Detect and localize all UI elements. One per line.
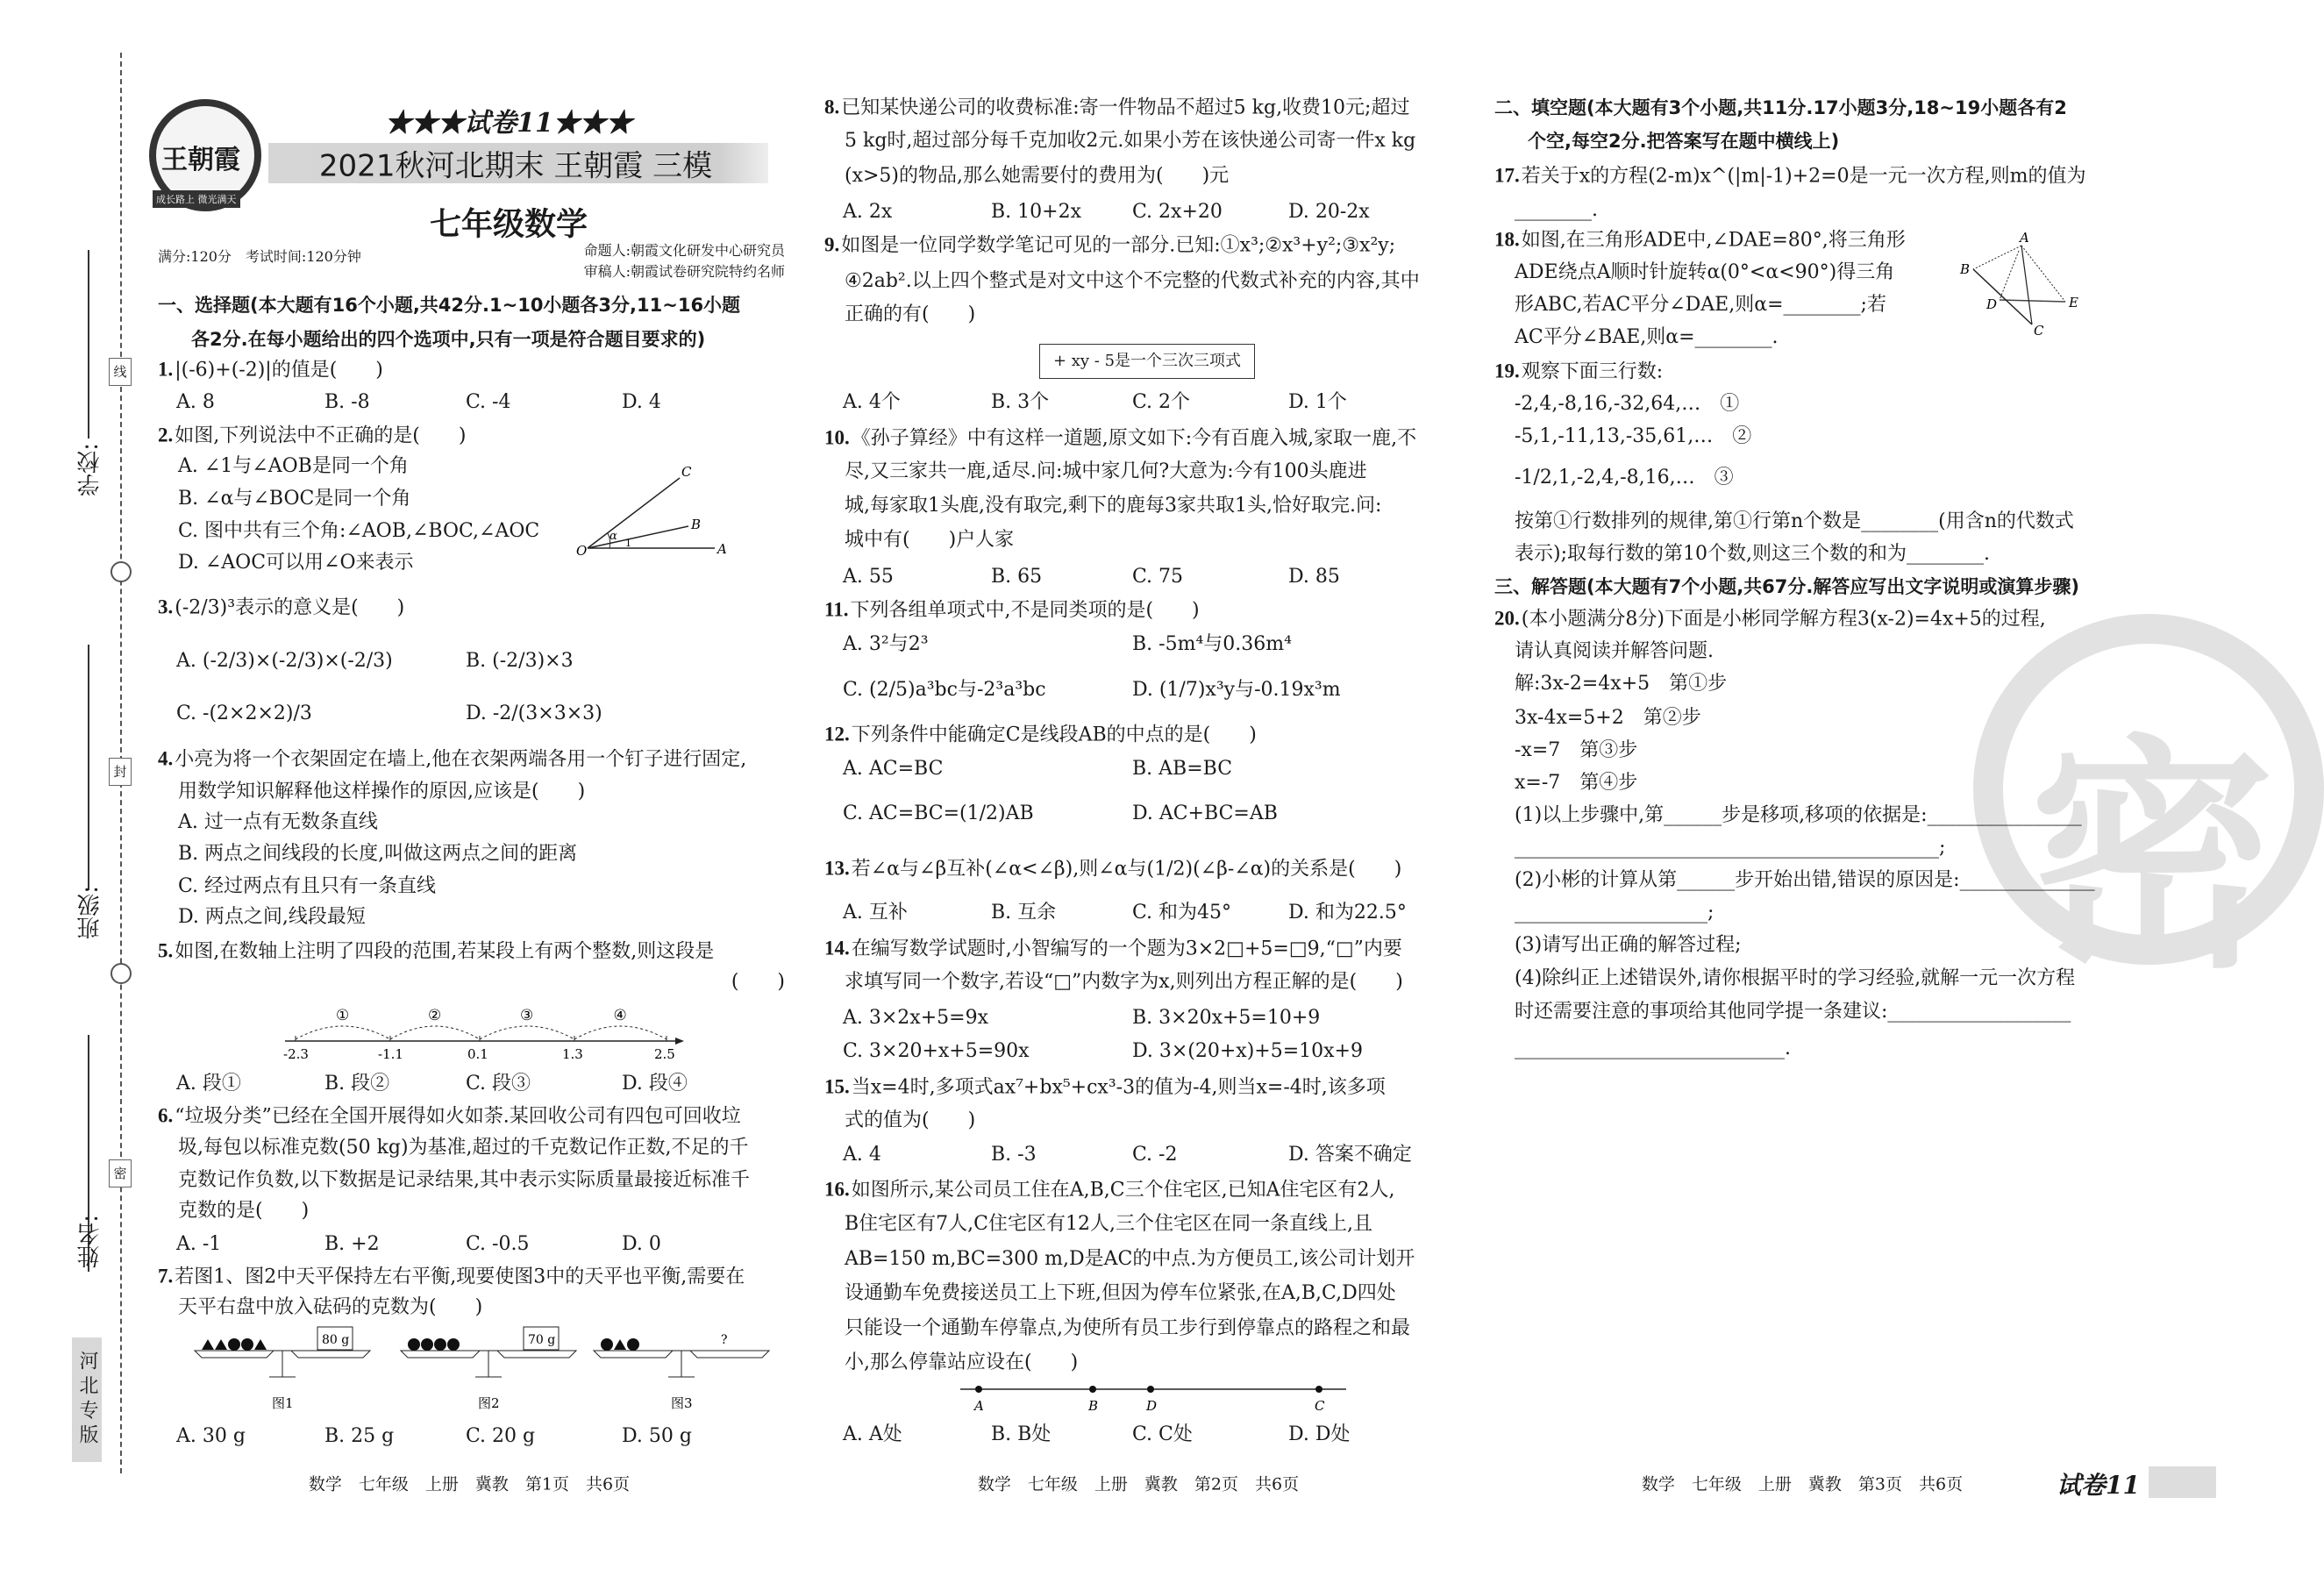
question-text-line: 圾,每包以标准克数(50 kg)为基准,超过的千克数记作正数,不足的千 bbox=[178, 1137, 749, 1159]
point-label: D bbox=[1146, 1398, 1158, 1414]
question-text-line: 只能设一个通勤车停靠点,为使所有员工步行到停靠点的路程之和最 bbox=[845, 1317, 1410, 1339]
question-line bbox=[824, 95, 1409, 122]
question-text-line: D. 两点之间,线段最短 bbox=[178, 906, 366, 928]
option-row bbox=[824, 1422, 1451, 1448]
question-text-line: 尽,又三家共一鹿,适尽.问:城中家几何?大意为:今有100头鹿进 bbox=[845, 460, 1367, 482]
question-text: 下列各组单项式中,不是同类项的是( ) bbox=[850, 599, 1200, 622]
answer-option[interactable]: A. -1 bbox=[176, 1233, 222, 1255]
question-number: 8. bbox=[824, 96, 840, 118]
option-row bbox=[158, 648, 785, 674]
answer-option[interactable]: B. 25 g bbox=[324, 1425, 395, 1447]
reviewer: 审稿人:朝霞试卷研究院特约名师 bbox=[583, 263, 785, 280]
question-number: 18. bbox=[1494, 228, 1520, 251]
tick-label: 0.1 bbox=[467, 1046, 488, 1062]
question-number: 19. bbox=[1494, 360, 1520, 382]
answer-option[interactable]: B. (-2/3)×3 bbox=[466, 650, 574, 672]
question-line bbox=[824, 232, 1395, 260]
point bbox=[975, 1386, 982, 1393]
answer-option[interactable]: A. 互补 bbox=[843, 902, 908, 924]
balance-scale bbox=[195, 1327, 370, 1411]
question-line bbox=[158, 595, 404, 622]
figure-caption: 图2 bbox=[478, 1395, 500, 1411]
school-underline bbox=[88, 250, 89, 439]
question-text-line: -5,1,-11,13,-35,61,… ② bbox=[1515, 425, 1752, 447]
question-text-line: 设通勤车免费接送员工上下班,但因为停车位紧张,在A,B,C,D四处 bbox=[845, 1282, 1396, 1304]
question-text-line: AB=150 m,BC=300 m,D是AC的中点.为方便员工,该公司计划开 bbox=[845, 1248, 1415, 1270]
answer-option[interactable]: C. 3×20+x+5=90x bbox=[843, 1040, 1030, 1062]
question-text-line: B. 两点之间线段的长度,叫做这两点之间的距离 bbox=[178, 843, 578, 865]
answer-option[interactable]: A. 段① bbox=[176, 1073, 241, 1095]
answer-option[interactable]: B. 段② bbox=[324, 1073, 390, 1095]
question-number: 11. bbox=[824, 598, 849, 621]
answer-option[interactable]: B. 10+2x bbox=[991, 201, 1081, 223]
question-number: 14. bbox=[824, 937, 850, 959]
question-text-line: x=-7 第④步 bbox=[1515, 772, 1638, 794]
answer-option[interactable]: A. 3²与2³ bbox=[843, 633, 929, 655]
question-text: “垃圾分类”已经在全国开展得如火如荼.某回收公司有四包可回收垃 bbox=[175, 1105, 741, 1128]
tick-label: -1.1 bbox=[378, 1046, 403, 1062]
footer-badge-bar bbox=[2149, 1466, 2216, 1498]
question-text-line: 用数学知识解释他这样操作的原因,应该是( ) bbox=[178, 781, 586, 802]
point-label: B bbox=[1088, 1398, 1099, 1414]
answer-option[interactable]: C. AC=BC=(1/2)AB bbox=[843, 802, 1034, 824]
option-row bbox=[824, 801, 1451, 827]
question-text-line: (4)除纠正上述错误外,请你根据平时的学习经验,就解一元一次方程 bbox=[1515, 967, 2076, 989]
answer-option[interactable]: B. -3 bbox=[991, 1144, 1037, 1166]
question-text-line: -x=7 第③步 bbox=[1515, 739, 1638, 761]
option-row bbox=[824, 1038, 1451, 1065]
question-number: 4. bbox=[158, 747, 174, 770]
point bbox=[1315, 1386, 1322, 1393]
question-text-line: 求填写同一个数字,若设“□”内数字为x,则列出方程正解的是( ) bbox=[845, 971, 1403, 993]
q2-label-o: O bbox=[576, 543, 588, 559]
answer-option[interactable]: B. 65 bbox=[991, 566, 1043, 588]
answer-option[interactable]: A. 8 bbox=[176, 391, 215, 413]
question-text-line: 按第①行数排列的规律,第①行第n个数是________(用含n的代数式 bbox=[1515, 510, 2074, 532]
question-text-line: ADE绕点A顺时针旋转α(0°<α<90°)得三角 bbox=[1515, 261, 1895, 283]
question-text: 若关于x的方程(2-m)x^(|m|-1)+2=0是一元一次方程,则m的值为 bbox=[1521, 165, 2086, 188]
logo-text: 王朝霞 bbox=[161, 145, 240, 175]
question-text-line: 3x-4x=5+2 第②步 bbox=[1515, 707, 1701, 729]
question-text: 若∠α与∠β互补(∠α<∠β),则∠α与(1/2)(∠β-∠α)的关系是( ) bbox=[851, 858, 1402, 881]
question-number: 10. bbox=[824, 426, 850, 449]
question-line bbox=[158, 1264, 745, 1291]
question-text-line: 城,每家取1头鹿,没有取完,剩下的鹿每3家共取1头,恰好取完.问: bbox=[845, 495, 1382, 517]
question-text-line: B住宅区有7人,C住宅区有12人,三个住宅区在同一条直线上,且 bbox=[845, 1213, 1372, 1235]
answer-option[interactable]: D. 50 g bbox=[622, 1425, 692, 1447]
option-row bbox=[824, 564, 1451, 590]
answer-option[interactable]: C. -4 bbox=[466, 391, 511, 413]
question-line bbox=[824, 597, 1200, 624]
question-text-line: C. 经过两点有且只有一条直线 bbox=[178, 875, 437, 897]
section-header: 三、解答题(本大题有7个小题,共67分.解答应写出文字说明或演算步骤) bbox=[1494, 576, 2079, 597]
answer-option[interactable]: D. (1/7)x³y与-0.19x³m bbox=[1132, 679, 1341, 701]
question-text: 在编写数学试题时,小智编写的一个题为3×2□+5=□9,“□”内要 bbox=[851, 938, 1402, 960]
segment-arc bbox=[480, 1026, 574, 1039]
answer-option[interactable]: D. 1个 bbox=[1288, 391, 1347, 413]
question-text-line: 小,那么停靠站应设在( ) bbox=[845, 1351, 1079, 1373]
option-row bbox=[824, 631, 1451, 658]
question-text-line: AC平分∠BAE,则α=________. bbox=[1515, 326, 1779, 348]
question-text-line: ________. bbox=[1515, 199, 1598, 221]
balance-scale bbox=[401, 1327, 576, 1411]
question-text: 如图,在数轴上注明了四段的范围,若某段上有两个整数,则这段是 bbox=[175, 940, 715, 963]
q9-note-text: + xy - 5是一个三次三项式 bbox=[1052, 352, 1242, 370]
edition-badge: 河北专版 bbox=[72, 1337, 102, 1462]
answer-option[interactable]: D. -2/(3×3×3) bbox=[466, 702, 602, 724]
question-text-line: 克数记作负数,以下数据是记录结果,其中表示实际质量最接近标准千 bbox=[178, 1169, 750, 1191]
answer-option[interactable]: A. A处 bbox=[843, 1423, 902, 1445]
question-text: |(-6)+(-2)|的值是( ) bbox=[175, 359, 383, 382]
question-number: 13. bbox=[824, 857, 850, 880]
option-row bbox=[158, 1071, 785, 1097]
q18-label-b: B bbox=[1960, 261, 1971, 277]
q18-label-e: E bbox=[2069, 295, 2078, 310]
watermark-text: 密 bbox=[2029, 716, 2275, 1002]
question-text: (本小题满分8分)下面是小彬同学解方程3(x-2)=4x+5的过程, bbox=[1521, 608, 2046, 631]
seal-mark-secret: 密 bbox=[109, 1159, 132, 1187]
q7-balance-figures bbox=[195, 1324, 782, 1416]
answer-option[interactable]: A. 4 bbox=[843, 1144, 881, 1166]
binding-hole bbox=[110, 561, 132, 582]
answer-option[interactable]: A. 30 g bbox=[176, 1425, 246, 1447]
question-text-line: (3)请写出正确的解答过程; bbox=[1515, 934, 1742, 956]
question-line bbox=[158, 746, 746, 774]
question-text-line: 表示);取每行数的第10个数,则这三个数的和为________. bbox=[1515, 543, 1990, 565]
question-line bbox=[824, 1177, 1395, 1204]
answer-option[interactable]: C. 段③ bbox=[466, 1073, 531, 1095]
answer-option[interactable]: B. 3个 bbox=[991, 391, 1050, 413]
question-text-line: ____________________________. bbox=[1515, 1038, 1791, 1059]
question-text: 若图1、图2中天平保持左右平衡,现要使图3中的天平也平衡,需要在 bbox=[175, 1266, 745, 1288]
class-underline bbox=[88, 645, 89, 890]
question-text-line: ____________________________________________; bbox=[1515, 837, 1946, 859]
section-header-cont: 各2分.在每小题给出的四个选项中,只有一项是符合题目要求的) bbox=[191, 329, 706, 350]
weight-label: ? bbox=[721, 1333, 728, 1347]
school-label: 学校: bbox=[77, 443, 103, 496]
answer-option[interactable]: B. -5m⁴与0.36m⁴ bbox=[1132, 633, 1292, 655]
question-text-line: (x>5)的物品,那么她需要付的费用为( )元 bbox=[845, 165, 1230, 187]
question-line bbox=[1494, 163, 2085, 190]
question-line bbox=[1494, 359, 1663, 386]
answer-option[interactable]: C. -2 bbox=[1132, 1144, 1178, 1166]
question-number: 9. bbox=[824, 233, 840, 256]
answer-option[interactable]: A. 2x bbox=[843, 201, 893, 223]
q2-label-1: 1 bbox=[625, 538, 631, 549]
tick-label: 2.5 bbox=[654, 1046, 675, 1062]
question-line bbox=[158, 423, 466, 450]
q18-label-d: D bbox=[1986, 296, 1998, 312]
seal-mark-line: 线 bbox=[109, 358, 132, 386]
answer-option[interactable]: D. 0 bbox=[622, 1233, 661, 1255]
binding-hole bbox=[110, 963, 132, 984]
answer-option[interactable]: A. 55 bbox=[843, 566, 894, 588]
answer-option[interactable]: D. D处 bbox=[1288, 1423, 1351, 1445]
answer-option[interactable]: B. AB=BC bbox=[1132, 758, 1233, 780]
figure-caption: 图1 bbox=[272, 1395, 294, 1411]
column-2 bbox=[824, 0, 1451, 1569]
question-number: 16. bbox=[824, 1178, 850, 1201]
q2-angle-figure bbox=[574, 460, 732, 561]
q2-label-alpha: α bbox=[610, 530, 617, 543]
weight-label: 70 g bbox=[528, 1333, 556, 1347]
question-line bbox=[824, 1074, 1386, 1102]
question-line bbox=[824, 425, 1416, 453]
question-text-line: C. 图中共有三个角:∠AOB,∠BOC,∠AOC bbox=[178, 520, 540, 542]
question-text-line: 天平右盘中放入砝码的克数为( ) bbox=[178, 1296, 483, 1318]
banner-title: 2021秋河北期末 王朝霞 三模 bbox=[318, 148, 713, 184]
question-number: 12. bbox=[824, 723, 850, 745]
weight-label: 80 g bbox=[322, 1333, 350, 1347]
question-line bbox=[158, 357, 383, 384]
answer-option[interactable]: D. 段④ bbox=[622, 1073, 688, 1095]
answer-option[interactable]: D. 4 bbox=[622, 391, 661, 413]
question-text-line: A. 过一点有无数条直线 bbox=[178, 811, 378, 833]
question-text-line: 式的值为( ) bbox=[845, 1109, 976, 1131]
question-line bbox=[824, 722, 1257, 749]
question-text-line: 5 kg时,超过部分每千克加收2元.如果小芳在该快递公司寄一件x kg bbox=[845, 130, 1416, 152]
answer-option[interactable]: D. 和为22.5° bbox=[1288, 902, 1407, 924]
question-text: 如图,下列说法中不正确的是( ) bbox=[175, 424, 467, 447]
q16-line-figure bbox=[956, 1379, 1351, 1418]
option-row bbox=[824, 1005, 1451, 1031]
seal-mark-seal: 封 bbox=[109, 758, 132, 786]
answer-option[interactable]: B. +2 bbox=[324, 1233, 380, 1255]
question-text: (-2/3)³表示的意义是( ) bbox=[175, 596, 405, 619]
question-line bbox=[824, 936, 1402, 963]
option-row bbox=[158, 1423, 785, 1450]
balance-scale bbox=[594, 1327, 769, 1411]
author: 命题人:朝霞文化研发中心研究员 bbox=[583, 242, 785, 259]
segment-label: ④ bbox=[613, 1007, 627, 1024]
footer-page-2: 数学 七年级 上册 冀教 第2页 共6页 bbox=[977, 1474, 1300, 1494]
answer-option[interactable]: D. AC+BC=AB bbox=[1132, 802, 1278, 824]
question-text: 已知某快递公司的收费标准:寄一件物品不超过5 kg,收费10元;超过 bbox=[841, 96, 1410, 119]
question-number: 2. bbox=[158, 424, 174, 446]
question-number: 17. bbox=[1494, 164, 1520, 187]
option-row bbox=[824, 677, 1451, 703]
question-text-line: D. ∠AOC可以用∠O来表示 bbox=[178, 552, 414, 574]
footer-badge: 试卷11 bbox=[2057, 1471, 2140, 1500]
point-label: A bbox=[974, 1398, 984, 1414]
question-line bbox=[824, 856, 1401, 883]
q18-triangle-figure bbox=[1951, 230, 2083, 337]
section-header: 二、填空题(本大题有3个小题,共11分.17小题3分,18~19小题各有2 bbox=[1494, 97, 2067, 118]
option-row bbox=[824, 1142, 1451, 1168]
question-text-line: ④2ab².以上四个整式是对文中这个不完整的代数式补充的内容,其中 bbox=[845, 270, 1420, 292]
q2-label-c: C bbox=[681, 464, 692, 480]
question-number: 3. bbox=[158, 596, 174, 618]
question-number: 7. bbox=[158, 1265, 174, 1287]
segment-arc bbox=[574, 1026, 667, 1039]
question-text-line: 克数的是( ) bbox=[178, 1200, 310, 1222]
option-row bbox=[158, 389, 785, 416]
q2-label-b: B bbox=[691, 517, 702, 532]
question-text-line: -2,4,-8,16,-32,64,… ① bbox=[1515, 393, 1740, 415]
answer-option[interactable]: A. 4个 bbox=[843, 391, 901, 413]
question-text-line: 解:3x-2=4x+5 第①步 bbox=[1515, 673, 1728, 695]
point bbox=[1147, 1386, 1154, 1393]
answer-option[interactable]: A. AC=BC bbox=[843, 758, 944, 780]
option-row bbox=[824, 199, 1451, 225]
q5-number-line bbox=[276, 1004, 688, 1066]
question-text-line: (1)以上步骤中,第______步是移项,移项的依据是:________________ bbox=[1515, 804, 2082, 826]
answer-option[interactable]: C. (2/5)a³bc与-2³a³bc bbox=[843, 679, 1046, 701]
answer-option[interactable]: C. 75 bbox=[1132, 566, 1184, 588]
question-text-line: 形ABC,若AC平分∠DAE,则α=________;若 bbox=[1515, 294, 1886, 316]
segment-arc bbox=[390, 1026, 480, 1039]
answer-option[interactable]: A. 3×2x+5=9x bbox=[843, 1007, 988, 1029]
option-row bbox=[158, 701, 785, 727]
option-row bbox=[824, 756, 1451, 782]
question-line bbox=[1494, 606, 2046, 633]
question-text-line: (2)小彬的计算从第______步开始出错,错误的原因是:______________ bbox=[1515, 869, 2095, 891]
series-label: ★★★试卷11★★★ bbox=[385, 108, 632, 139]
question-text-line: B. ∠α与∠BOC是同一个角 bbox=[178, 488, 411, 510]
q2-label-a: A bbox=[717, 541, 727, 557]
question-text: 下列条件中能确定C是线段AB的中点的是( ) bbox=[851, 724, 1257, 746]
answer-option[interactable]: D. 85 bbox=[1288, 566, 1340, 588]
answer-option[interactable]: D. 3×(20+x)+5=10x+9 bbox=[1132, 1040, 1363, 1062]
footer-page-1: 数学 七年级 上册 冀教 第1页 共6页 bbox=[308, 1474, 631, 1494]
option-row bbox=[158, 1231, 785, 1258]
question-text-line: 时还需要注意的事项给其他同学提一条建议:___________________ bbox=[1515, 1001, 2071, 1023]
question-line bbox=[158, 938, 714, 966]
class-label: 班级: bbox=[77, 886, 103, 939]
section-header: 一、选择题(本大题有16个小题,共42分.1~10小题各3分,11~16小题 bbox=[158, 295, 741, 316]
answer-option[interactable]: A. (-2/3)×(-2/3)×(-2/3) bbox=[176, 650, 393, 672]
answer-option[interactable]: C. -(2×2×2)/3 bbox=[176, 702, 312, 724]
question-number: 6. bbox=[158, 1104, 174, 1127]
question-line bbox=[1494, 227, 1906, 254]
question-line bbox=[158, 1103, 741, 1130]
answer-option[interactable]: C. 2个 bbox=[1132, 391, 1191, 413]
figure-caption: 图3 bbox=[671, 1395, 693, 1411]
section-header-cont: 个空,每空2分.把答案写在题中横线上) bbox=[1528, 131, 1840, 152]
question-text: 《孙子算经》中有这样一道题,原文如下:今有百鹿入城,家取一鹿,不 bbox=[851, 427, 1417, 450]
logo-slogan: 成长路上 微光满天 bbox=[153, 190, 240, 208]
option-row bbox=[824, 900, 1451, 926]
question-number: 20. bbox=[1494, 607, 1520, 630]
segment-label: ③ bbox=[520, 1007, 534, 1024]
question-text-line: -1/2,1,-2,4,-8,16,… ③ bbox=[1515, 467, 1734, 489]
question-text: 如图是一位同学数学笔记可见的一部分.已知:①x³;②x³+y²;③x²y; bbox=[841, 234, 1396, 257]
point-label: C bbox=[1315, 1398, 1325, 1414]
answer-option[interactable]: C. C处 bbox=[1132, 1423, 1193, 1445]
question-text: 小亮为将一个衣架固定在墙上,他在衣架两端各用一个钉子进行固定, bbox=[175, 748, 747, 771]
q18-label-a: A bbox=[2020, 230, 2029, 246]
question-number: 1. bbox=[158, 358, 174, 381]
question-text: 如图,在三角形ADE中,∠DAE=80°,将三角形 bbox=[1521, 229, 1906, 252]
question-text-line: 城中有( )户人家 bbox=[845, 529, 1015, 551]
segment-label: ① bbox=[336, 1007, 350, 1024]
question-number: 5. bbox=[158, 939, 174, 962]
segment-arc bbox=[296, 1026, 390, 1039]
question-text-line: A. ∠1与∠AOB是同一个角 bbox=[178, 455, 409, 477]
question-text: 当x=4时,多项式ax⁷+bx⁵+cx³-3的值为-4,则当x=-4时,该多项 bbox=[851, 1076, 1386, 1099]
question-text: 如图所示,某公司员工住在A,B,C三个住宅区,已知A住宅区有2人, bbox=[851, 1179, 1395, 1202]
question-text-line: 正确的有( ) bbox=[845, 303, 976, 325]
answer-option[interactable]: D. 答案不确定 bbox=[1288, 1144, 1412, 1166]
point bbox=[1089, 1386, 1096, 1393]
answer-bracket: ( ) bbox=[731, 971, 785, 993]
answer-option[interactable]: C. -0.5 bbox=[466, 1233, 530, 1255]
tick-label: 1.3 bbox=[562, 1046, 583, 1062]
score-time: 满分:120分 考试时间:120分钟 bbox=[158, 248, 361, 265]
answer-option[interactable]: B. B处 bbox=[991, 1423, 1052, 1445]
answer-option[interactable]: D. 20-2x bbox=[1288, 201, 1370, 223]
name-label: 姓名: bbox=[77, 1215, 103, 1268]
option-row bbox=[824, 389, 1451, 416]
q18-label-c: C bbox=[2034, 323, 2044, 339]
footer-page-3: 数学 七年级 上册 冀教 第3页 共6页 bbox=[1641, 1474, 1964, 1494]
subject-title: 七年级数学 bbox=[429, 206, 588, 243]
q9-note-box bbox=[1039, 344, 1255, 379]
answer-option[interactable]: C. 2x+20 bbox=[1132, 201, 1223, 223]
answer-option[interactable]: C. 20 g bbox=[466, 1425, 536, 1447]
answer-option[interactable]: B. -8 bbox=[324, 391, 370, 413]
question-text: 观察下面三行数: bbox=[1521, 360, 1664, 383]
question-text-line: 请认真阅读并解答问题. bbox=[1515, 640, 1714, 662]
question-text-line: ____________________; bbox=[1515, 902, 1714, 924]
segment-label: ② bbox=[428, 1007, 442, 1024]
tick-label: -2.3 bbox=[283, 1046, 309, 1062]
answer-option[interactable]: B. 互余 bbox=[991, 902, 1057, 924]
answer-option[interactable]: B. 3×20x+5=10+9 bbox=[1132, 1007, 1321, 1029]
question-number: 15. bbox=[824, 1075, 850, 1098]
answer-option[interactable]: C. 和为45° bbox=[1132, 902, 1232, 924]
